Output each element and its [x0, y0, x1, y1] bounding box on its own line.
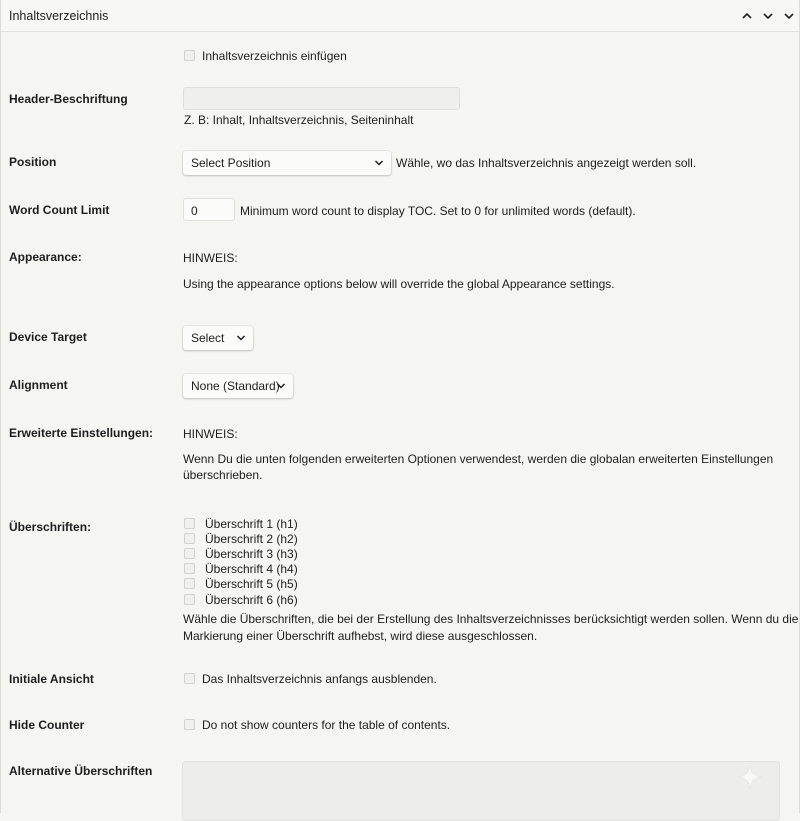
heading-h2-label: Überschrift 2 (h2) [205, 532, 298, 546]
appearance-note-text: Using the appearance options below will override the global Appearance settings. [183, 277, 615, 291]
move-up-button[interactable] [738, 7, 756, 25]
hide-counter-checkbox[interactable] [184, 719, 195, 730]
heading-h1-label: Überschrift 1 (h1) [205, 517, 298, 531]
alignment-label: Alignment [9, 378, 68, 392]
heading-h3-label: Überschrift 3 (h3) [205, 547, 298, 561]
heading-h4-checkbox[interactable] [184, 563, 195, 574]
advanced-note-line2: überschrieben. [183, 468, 263, 482]
heading-h2-checkbox[interactable] [184, 533, 195, 544]
advanced-note-line1: Wenn Du die unten folgenden erweiterten Optionen verwendest, werden die globalan erweiterten Einstellungen [183, 452, 774, 466]
word-count-value: 0 [191, 204, 198, 218]
header-label-label: Header-Beschriftung [9, 92, 128, 106]
panel-header [1, 0, 799, 32]
chevron-down-icon [374, 158, 384, 168]
insert-toc-label: Inhaltsverzeichnis einfügen [202, 49, 347, 63]
initial-view-label: Initiale Ansicht [9, 672, 94, 686]
headings-label: Überschriften: [9, 520, 92, 534]
toggle-panel-button[interactable] [780, 7, 798, 25]
move-down-button[interactable] [759, 7, 777, 25]
heading-h3-checkbox[interactable] [184, 548, 195, 559]
heading-h4-label: Überschrift 4 (h4) [205, 562, 298, 576]
header-label-input[interactable] [183, 87, 460, 110]
word-count-input[interactable] [183, 198, 235, 221]
heading-h6-checkbox[interactable] [184, 594, 195, 605]
alt-headings-textarea[interactable] [182, 761, 780, 821]
initial-view-option: Das Inhaltsverzeichnis anfangs ausblenden. [202, 672, 437, 686]
position-select[interactable] [183, 151, 391, 175]
insert-toc-checkbox[interactable] [184, 50, 195, 61]
hide-counter-label: Hide Counter [9, 718, 85, 732]
device-target-label: Device Target [9, 330, 87, 344]
device-target-select[interactable] [183, 326, 253, 350]
alignment-selected-value: None (Standard) [191, 379, 280, 393]
position-hint: Wähle, wo das Inhaltsverzeichnis angezeigt werden soll. [396, 156, 697, 170]
heading-h5-label: Überschrift 5 (h5) [205, 577, 298, 591]
headings-hint-line1: Wähle die Überschriften, die bei der Erstellung des Inhaltsverzeichnisses berücksichtigt werden sollen. Wenn du die [183, 612, 799, 626]
sparkle-icon [737, 764, 763, 790]
chevron-down-icon [236, 333, 246, 343]
alignment-select[interactable] [183, 374, 293, 398]
headings-hint-line2: Markierung einer Überschrift aufhebst, wird diese ausgeschlossen. [183, 629, 538, 643]
heading-h5-checkbox[interactable] [184, 578, 195, 589]
chevron-down-icon [783, 10, 795, 22]
initial-view-checkbox[interactable] [184, 673, 195, 684]
appearance-label: Appearance: [9, 250, 82, 264]
header-label-hint: Z. B: Inhalt, Inhaltsverzeichnis, Seiteninhalt [184, 113, 414, 127]
word-count-label: Word Count Limit [9, 203, 110, 217]
device-target-selected-value: Select [191, 331, 225, 345]
advanced-settings-label: Erweiterte Einstellungen: [9, 426, 154, 440]
advanced-note-title: HINWEIS: [183, 427, 238, 441]
chevron-down-icon [762, 10, 774, 22]
heading-h6-label: Überschrift 6 (h6) [205, 593, 298, 607]
appearance-note-title: HINWEIS: [183, 251, 238, 265]
heading-h1-checkbox[interactable] [184, 518, 195, 529]
chevron-down-icon [276, 381, 286, 391]
alt-headings-label: Alternative Überschriften [9, 764, 153, 778]
position-label: Position [9, 155, 57, 169]
word-count-hint: Minimum word count to display TOC. Set to 0 for unlimited words (default). [240, 204, 636, 218]
position-selected-value: Select Position [191, 156, 271, 170]
panel-title: Inhaltsverzeichnis [9, 9, 109, 23]
hide-counter-option: Do not show counters for the table of contents. [202, 718, 451, 732]
chevron-up-icon [741, 10, 753, 22]
